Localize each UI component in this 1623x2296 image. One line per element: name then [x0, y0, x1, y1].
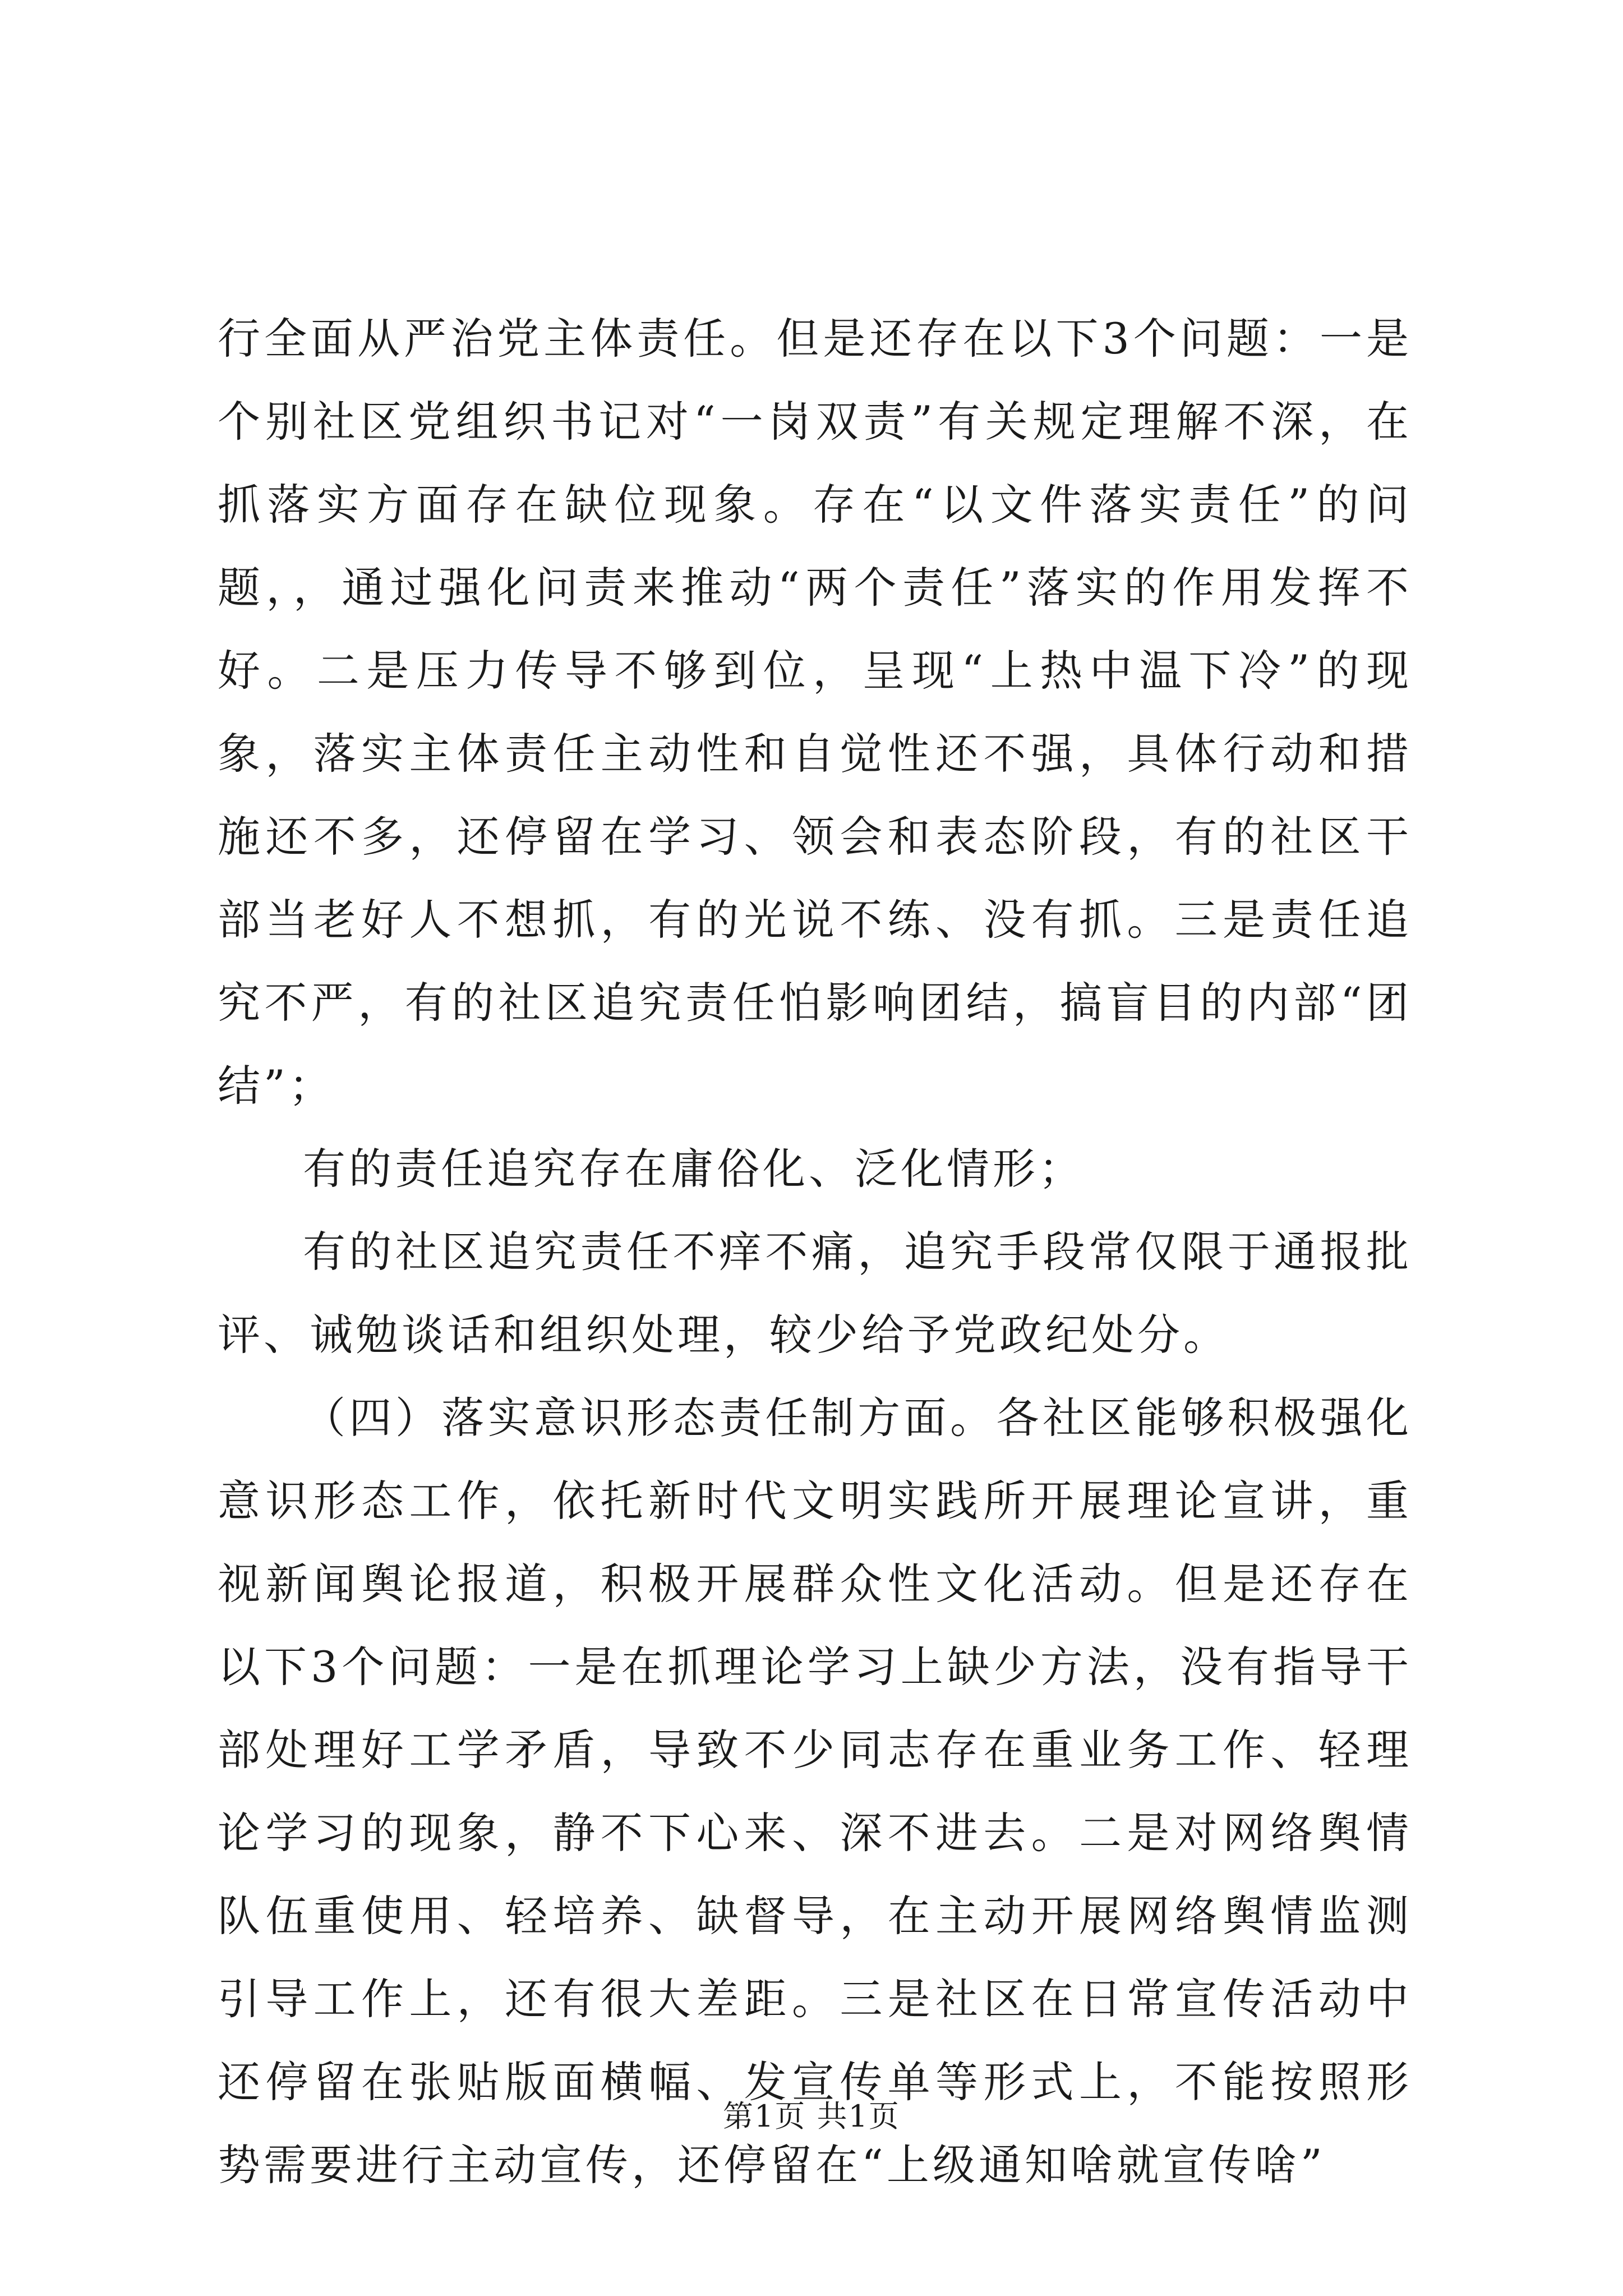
paragraph-1: 行全面从严治党主体责任。但是还存在以下3个问题：一是个别社区党组织书记对“一岗双责”有关规定理解不深，在抓落实方面存在缺位现象。存在“以文件落实责任”的问题，，通过强化问责来推动“两个责任”落实的作用发挥不好。二是压力传导不够到位，呈现“上热中温下冷”的现象，落实主体责任主动性和自觉性还不强，具体行动和措施还不多，还停留在学习、领会和表态阶段，有的社区干部当老好人不想抓，有的光说不练、没有抓。三是责任追究不严，有的社区追究责任怕影响团结，搞盲目的内部“团结”；: [218, 314, 1412, 1111]
paragraph-2: 有的责任追究存在庸俗化、泛化情形；: [303, 1144, 1085, 1194]
paragraph-4: （四）落实意识形态责任制方面。各社区能够积极强化意识形态工作，依托新时代文明实践所开展理论宣讲，重视新闻舆论报道，积极开展群众性文化活动。但是还存在以下3个问题：一是在抓理论学习上缺少方法，没有指导干部处理好工学矛盾，导致不少同志存在重业务工作、轻理论学习的现象，静不下心来、深不进去。二是对网络舆情队伍重使用、轻培养、缺督导，在主动开展网络舆情监测引导工作上，还有很大差距。三是社区在日常宣传活动中还停留在张贴版面横幅、发宣传单等形式上，不能按照形势需要进行主动宣传，还停留在“上级通知啥就宣传啥”: [218, 1393, 1412, 2190]
document-body: [218, 297, 1412, 2207]
page-number-footer: 第1页 共1页: [723, 2099, 900, 2134]
paragraph-3: 有的社区追究责任不痒不痛，追究手段常仅限于通报批评、诫勉谈话和组织处理，较少给予党政纪处分。: [218, 1227, 1412, 1360]
